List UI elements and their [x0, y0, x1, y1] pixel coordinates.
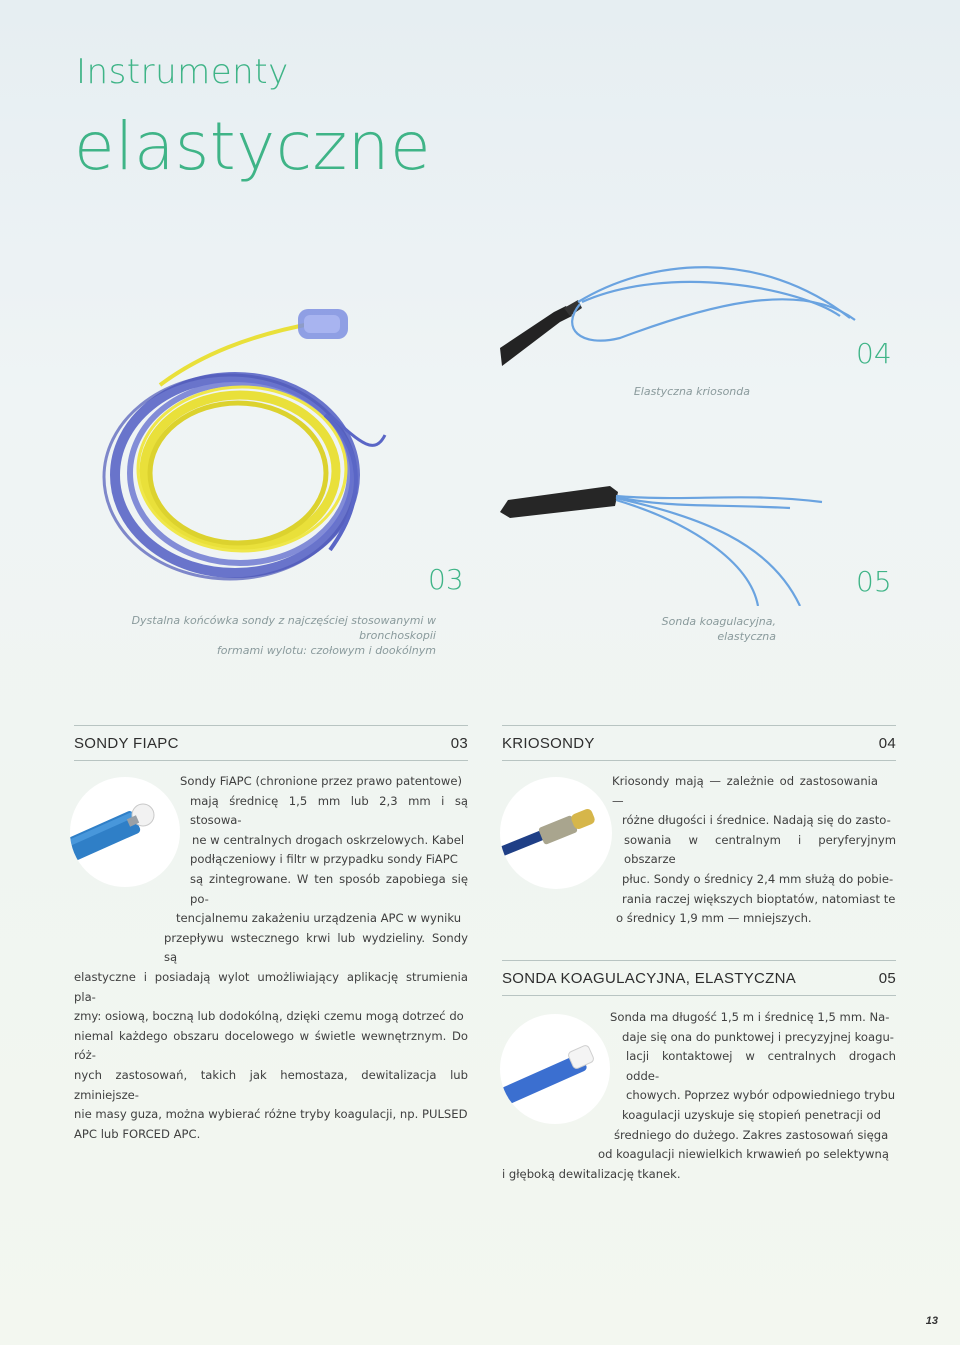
fiapc-line: podłączeniowy i filtr w przypadku sondy FiAPC [190, 852, 458, 867]
figure-05-number: 05 [856, 565, 892, 598]
fiapc-line: Sondy FiAPC (chronione przez prawo patentowe) [180, 774, 463, 788]
section-header-fiapc [74, 725, 468, 761]
fiapc-line: tencjalnemu zakażeniu urządzenia APC w wyniku [176, 911, 462, 926]
fiapc-line: nych zastosowań, takich jak hemostaza, dewitalizacja lub zminiejsze- [74, 1067, 468, 1102]
coagulation-probe-image [500, 482, 830, 606]
section-title-kriosondy: KRIOSONDY [502, 734, 595, 752]
title-line-1: Instrumenty [76, 52, 289, 92]
fiapc-line: przepływu wstecznego krwi lub wydzieliny. Sondy są [164, 930, 468, 965]
section-header-sonda [502, 960, 896, 996]
section-number-fiapc: 03 [450, 734, 468, 752]
section-number-sonda: 05 [878, 969, 896, 987]
kriosondy-line: różne długości i średnice. Nadają się do zasto- [622, 813, 891, 828]
sonda-line: od koagulacji niewielkich krwawień po selektywną [598, 1147, 889, 1162]
sonda-line: średniego do dużego. Zakres zastosowań sięga [614, 1127, 889, 1142]
kriosondy-line: płuc. Sondy o średnicy 2,4 mm służą do pobie- [622, 871, 894, 886]
fiapc-line: elastyczne i posiadają wylot umożliwiający aplikację strumienia pla- [74, 969, 468, 1004]
figure-04-number: 04 [856, 337, 892, 370]
fiapc-line: nie masy guza, można wybierać różne tryby koagulacji, np. PULSED [74, 1107, 468, 1122]
figure-05-caption: Sonda koagulacyjna, elastyczna [661, 615, 776, 643]
fiapc-line: APC lub FORCED APC. [74, 1126, 201, 1141]
figure-03-caption-line-2: formami wylotu: czołowym i dookólnym [216, 644, 436, 657]
figure-03-caption [90, 613, 436, 658]
kriosondy-line: Kriosondy mają — zależnie od zastosowania — [612, 774, 878, 808]
kriosondy-body [502, 772, 896, 929]
kriosondy-line: sowania w centralnym i peryferyjnym obszarze [624, 832, 896, 867]
figure-03-caption-line-1: Dystalna końcówka sondy z najczęściej stosowanymi w bronchoskopii [131, 614, 436, 642]
sonda-line: Sonda ma długość 1,5 m i średnicę 1,5 mm. Na- [610, 1010, 890, 1024]
section-header-kriosondy [502, 725, 896, 761]
fiapc-line: zmy: osiową, boczną lub dodokólną, dzięki czemu mogą dotrzeć do [74, 1009, 464, 1024]
kriosondy-line: o średnicy 1,9 mm — mniejszych. [616, 911, 812, 926]
fiapc-line: niemal każdego obszaru docelowego w świetle wewnętrznym. Do róż- [74, 1028, 468, 1063]
fiapc-line: mają średnicę 1,5 mm lub 2,3 mm i są stosowa- [190, 793, 468, 828]
sonda-line: i głęboką dewitalizację tkanek. [502, 1166, 681, 1181]
sonda-line: lacji kontaktowej w centralnych drogach odde- [626, 1049, 896, 1083]
section-number-kriosondy: 04 [878, 734, 896, 752]
page-number: 13 [925, 1315, 938, 1327]
fiapc-line: są zintegrowane. W ten sposób zapobiega się po- [190, 871, 468, 906]
section-title-sonda: SONDA KOAGULACYJNA, ELASTYCZNA [502, 969, 797, 987]
cryoprobe-image [500, 238, 900, 373]
fiapc-probe-coil-image [100, 295, 500, 585]
sonda-line: chowych. Poprzez wybór odpowiedniego trybu [626, 1088, 896, 1103]
figure-03-number: 03 [428, 563, 464, 596]
sonda-line: daje się ona do punktowej i precyzyjnej koagu- [622, 1029, 894, 1044]
fiapc-line: ne w centralnych drogach oskrzelowych. Kabel [192, 832, 465, 847]
sonda-body [502, 1008, 896, 1184]
fiapc-body [74, 772, 468, 1144]
kriosondy-line: rania raczej większych bioptatów, natomiast te [622, 891, 896, 906]
sonda-line: koagulacji uzyskuje się stopień penetracji od [622, 1107, 881, 1122]
title-line-2: elastyczne [74, 108, 432, 185]
section-title-fiapc: SONDY FIAPC [74, 734, 179, 752]
figure-04-caption: Elastyczna kriosonda [633, 385, 750, 398]
